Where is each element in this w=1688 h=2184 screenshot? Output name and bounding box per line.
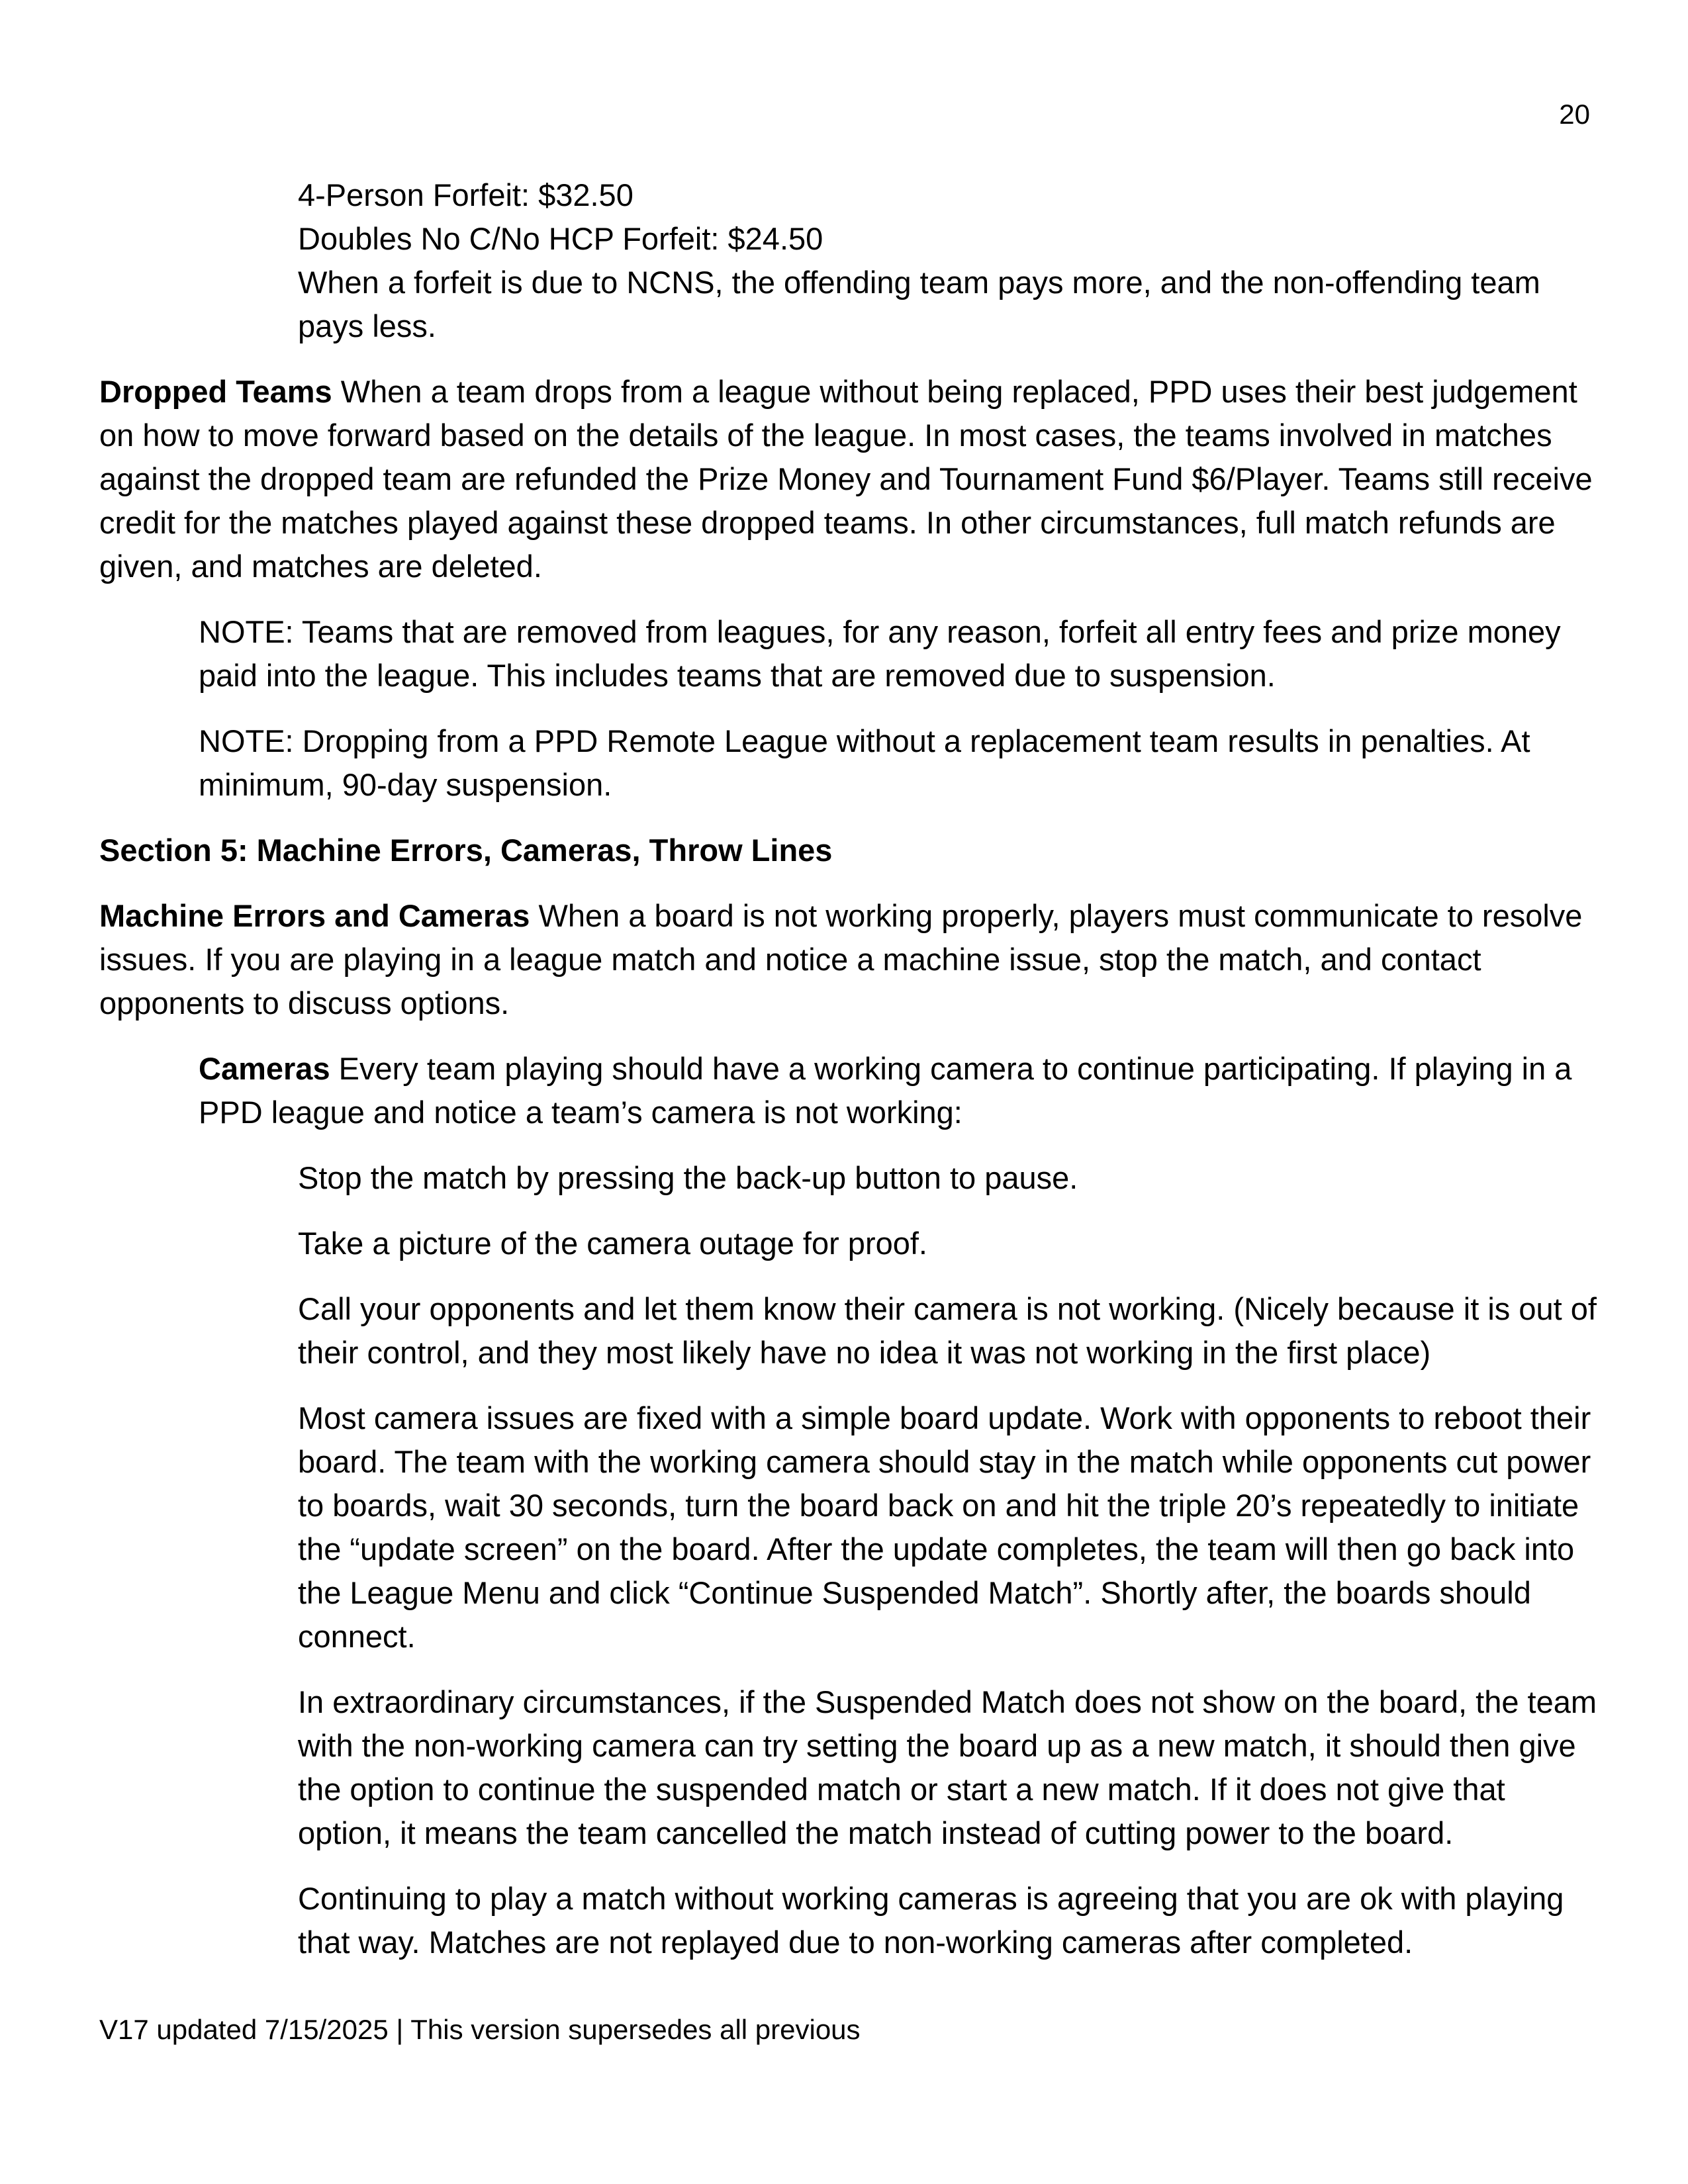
forfeit-doubles: Doubles No C/No HCP Forfeit: $24.50 bbox=[298, 221, 823, 256]
cameras-paragraph bbox=[199, 1047, 1602, 1134]
document-body bbox=[99, 173, 1602, 1964]
camera-step-6: Continuing to play a match without working cameras is agreeing that you are ok with playing that way. Matches are not replayed due to non-working cameras after completed. bbox=[298, 1881, 1564, 1960]
dropped-teams-heading: Dropped Teams bbox=[99, 374, 332, 409]
dropped-teams-note-2: NOTE: Dropping from a PPD Remote League without a replacement team results in penalties. At minimum, 90-day suspension. bbox=[199, 723, 1530, 802]
machine-errors-heading: Machine Errors and Cameras bbox=[99, 898, 530, 933]
forfeit-four-person: 4-Person Forfeit: $32.50 bbox=[298, 177, 633, 212]
cameras-heading: Cameras bbox=[199, 1051, 330, 1086]
section-5-title: Section 5: Machine Errors, Cameras, Throw Lines bbox=[99, 833, 833, 868]
cameras-body: Every team playing should have a working camera to continue participating. If playing in a PPD league and notice a team’s camera is not working: bbox=[199, 1051, 1572, 1130]
camera-step-3: Call your opponents and let them know their camera is not working. (Nicely because it is out of their control, and they most likely have no idea it was not working in the first place) bbox=[298, 1291, 1597, 1370]
camera-step-5: In extraordinary circumstances, if the Suspended Match does not show on the board, the team with the non-working camera can try setting the board up as a new match, it should then give the option to continue the suspended match or start a new match. If it does not give that option, it means the team cancelled the match instead of cutting power to the board. bbox=[298, 1684, 1597, 1850]
camera-step-2: Take a picture of the camera outage for proof. bbox=[298, 1226, 927, 1261]
camera-step-1: Stop the match by pressing the back-up button to pause. bbox=[298, 1160, 1078, 1195]
camera-step-4: Most camera issues are fixed with a simple board update. Work with opponents to reboot their board. The team with the working camera should stay in the match while opponents cut power to boards, wait 30 seconds, turn the board back on and hit the triple 20’s repeatedly to initiate the “update screen” on the board. After the update completes, the team will then go back into the League Menu and click “Continue Suspended Match”. Shortly after, the boards should connect. bbox=[298, 1400, 1591, 1654]
dropped-teams-note-1: NOTE: Teams that are removed from leagues, for any reason, forfeit all entry fees and prize money paid into the league. This includes teams that are removed due to suspension. bbox=[199, 614, 1561, 693]
dropped-teams-paragraph bbox=[99, 370, 1602, 588]
machine-errors-body: When a board is not working properly, players must communicate to resolve issues. If you are playing in a league match and notice a machine issue, stop the match, and contact opponents to discuss options. bbox=[99, 898, 1583, 1021]
page-footer: V17 updated 7/15/2025 | This version supersedes all previous bbox=[99, 2014, 861, 2045]
machine-errors-paragraph bbox=[99, 894, 1602, 1025]
dropped-teams-body: When a team drops from a league without being replaced, PPD uses their best judgement on how to move forward based on the details of the league. In most cases, the teams involved in matches against the dropped team are refunded the Prize Money and Tournament Fund $6/Player. Teams still receive credit for the matches played against these dropped teams. In other circumstances, full match refunds are given, and matches are deleted. bbox=[99, 374, 1593, 584]
page-number: 20 bbox=[1559, 99, 1590, 130]
forfeit-ncns-note: When a forfeit is due to NCNS, the offending team pays more, and the non-offending team pays less. bbox=[298, 265, 1540, 343]
